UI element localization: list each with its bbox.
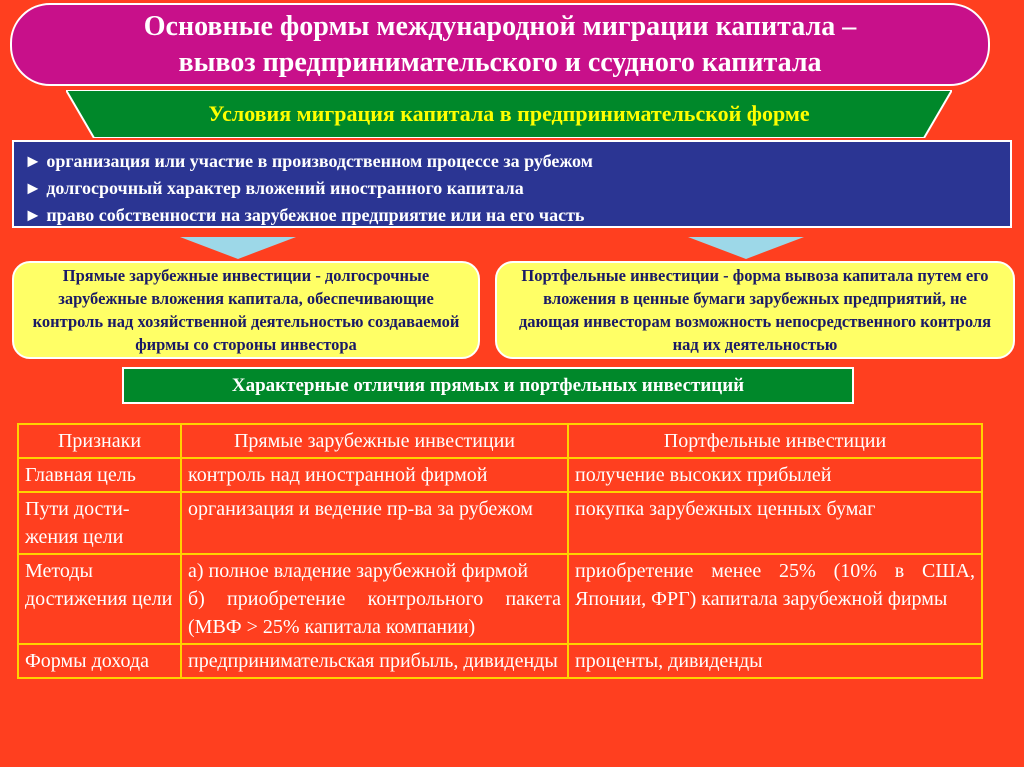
row-feature: Пути дости-жения цели — [18, 492, 181, 554]
title-line-2: вывоз предпринимательского и ссудного капитала — [178, 46, 822, 78]
conditions-banner — [66, 90, 952, 138]
conditions-list — [12, 140, 1012, 228]
arrow-down-left-icon — [180, 237, 296, 259]
conditions-banner-label: Условия миграция капитала в предпринимательской форме — [208, 101, 810, 126]
table-row — [18, 554, 982, 644]
comparison-table — [17, 423, 983, 679]
row-direct — [181, 554, 568, 644]
row-portfolio: приобретение менее 25% (10% в США, Японии, ФРГ) капитала зарубежной фирмы — [568, 554, 982, 644]
row-portfolio: покупка зарубежных ценных бумаг — [568, 492, 982, 554]
table-header-row — [18, 424, 982, 458]
condition-item: ► право собственности на зарубежное предприятие или на его часть — [24, 205, 585, 225]
table-row — [18, 644, 982, 678]
differences-banner: Характерные отличия прямых и портфельных инвестиций — [122, 367, 854, 404]
direct-method-b: б) приобретение контрольного пакета (МВФ > 25% капитала компании) — [188, 588, 561, 638]
row-direct: предпринимательская прибыль, дивиденды — [181, 644, 568, 678]
row-feature: Методы достижения цели — [18, 554, 181, 644]
row-portfolio: получение высоких прибылей — [568, 458, 982, 492]
row-direct: организация и ведение пр-ва за рубежом — [181, 492, 568, 554]
header-portfolio: Портфельные инвестиции — [568, 424, 982, 458]
title-line-1: Основные формы международной миграции капитала – — [143, 10, 857, 42]
direct-method-a: а) полное владение зарубежной фирмой — [188, 560, 529, 582]
row-feature: Главная цель — [18, 458, 181, 492]
row-feature: Формы дохода — [18, 644, 181, 678]
row-direct: контроль над иностранной фирмой — [181, 458, 568, 492]
table-row — [18, 492, 982, 554]
condition-item: ► долгосрочный характер вложений иностранного капитала — [24, 178, 524, 198]
portfolio-investment-definition: Портфельные инвестиции - форма вывоза капитала путем его вложения в ценные бумаги зарубежных предприятий, не дающая инвесторам возможность непосредственного контроля над их деятельностью — [495, 261, 1015, 359]
header-features: Признаки — [18, 424, 181, 458]
table-row — [18, 458, 982, 492]
arrow-down-right-icon — [688, 237, 804, 259]
page-title — [10, 3, 990, 86]
header-direct: Прямые зарубежные инвестиции — [181, 424, 568, 458]
condition-item: ► организация или участие в производственном процессе за рубежом — [24, 151, 593, 171]
direct-investment-definition: Прямые зарубежные инвестиции - долгосрочные зарубежные вложения капитала, обеспечивающие контроль над хозяйственной деятельностью создаваемой фирмы со стороны инвестора — [12, 261, 480, 359]
row-portfolio: проценты, дивиденды — [568, 644, 982, 678]
